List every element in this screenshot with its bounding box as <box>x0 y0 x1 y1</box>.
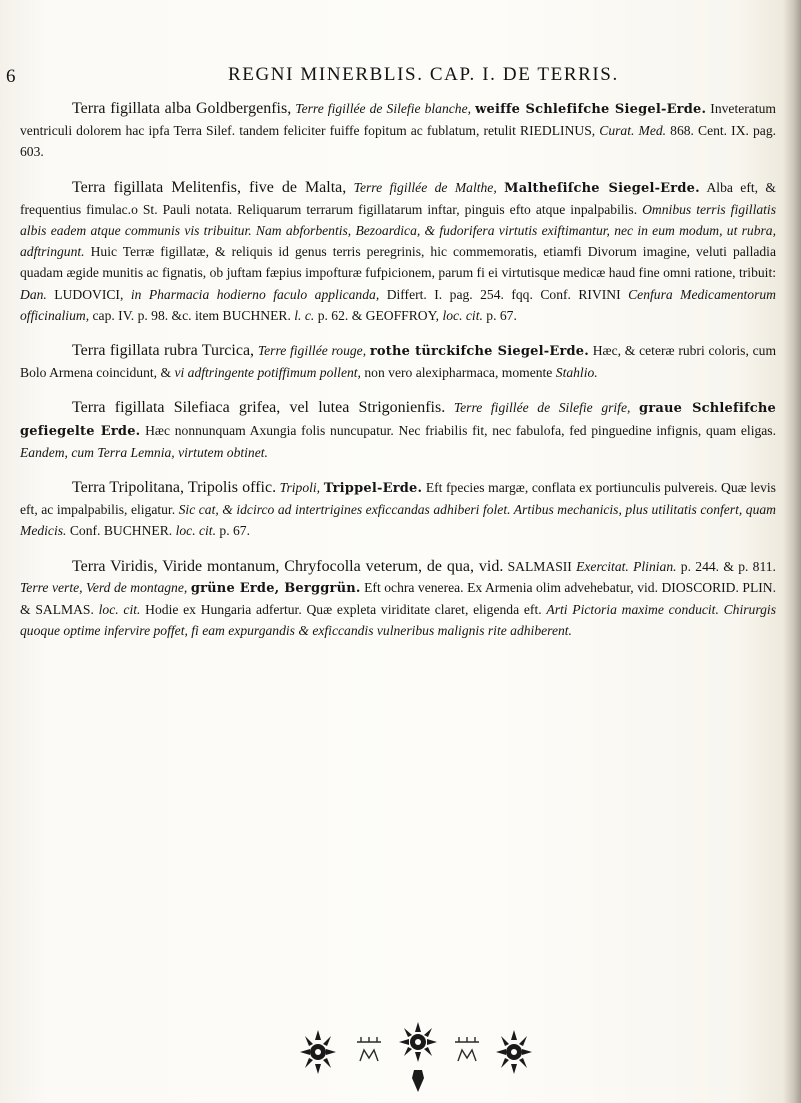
entry-lemma: Terra Viridis, Viride montanum, Chryfocolla veterum, de qua, vid. <box>72 557 504 575</box>
entry-italic-text: Sic cat, & idcirco ad intertrigines exficcandas adhiberi folet. Artibus mechanicis, plus utilitatis confert, quam Medicis. <box>20 502 776 539</box>
entry-italic-text: Dan. <box>20 286 47 302</box>
entry-italic-text: in Pharmacia hodierno faculo applicanda, <box>130 286 380 302</box>
entry-text: Hæc, & ceteræ rubri coloris, cum Bolo Armena coincidunt, & <box>20 343 777 381</box>
entry-text: Alba eft, & frequentius fimulac.o St. Pauli notata. Reliquarum terrarum figillatarum inftar, pinguis efto atque inpalpabilis. <box>20 179 776 217</box>
entry-italic-text: loc. cit. <box>98 602 141 618</box>
entry-italic-text: Terre figillée de Silefie blanche, <box>295 101 472 116</box>
entry-text: non vero alexipharmaca, momente <box>364 365 553 381</box>
entry-italic-text: Terre figillée de Malthe, <box>353 179 497 195</box>
entry-text: Eft ochra venerea. Ex Armenia olim advehebatur, vid. DIOSCORID. PLIN. & SALMAS. <box>20 579 777 618</box>
ornament-left-flower-icon <box>296 1026 340 1082</box>
entry-paragraph <box>20 340 776 383</box>
entry-paragraph <box>20 98 776 163</box>
entry-german-name: Trippel-Erde. <box>323 481 423 497</box>
entry-paragraph <box>20 177 776 326</box>
entry-paragraph <box>20 556 776 642</box>
running-head: REGNI MINERBLIS. CAP. I. DE TERRIS. <box>228 64 619 85</box>
entry-italic-text: Curat. Med. <box>599 123 667 139</box>
entry-italic-text: loc. cit. <box>175 523 216 539</box>
entry-italic-text: Eandem, cum Terra Lemnia, virtutem obtinet. <box>20 444 268 460</box>
page-header <box>6 64 726 90</box>
entry-text: Hæc nonnunquam Axungia folis nuncupatur. Nec friabilis fit, nec fabulofa, fed pinguedine infignis, quam eligas. <box>145 422 776 438</box>
entry-paragraph <box>20 477 776 542</box>
entry-italic-text: Terre figillée rouge, <box>257 343 367 359</box>
entry-paragraph <box>20 397 776 463</box>
entry-german-name: Maltheſiſche Siegel-Erde. <box>504 180 700 196</box>
entry-lemma: Terra figillata rubra Turcica, <box>72 342 255 360</box>
page-number: 6 <box>6 66 16 87</box>
ornament-right-knot-icon <box>452 1034 482 1064</box>
entry-text: p. 62. & GEOFFROY, <box>317 307 440 323</box>
entries-list <box>20 98 776 641</box>
entry-text: Differt. I. pag. 254. fqq. Conf. RIVINI <box>386 286 621 302</box>
entry-text: Conf. BUCHNER. <box>69 523 173 539</box>
entry-german-name: rothe türckifche Siegel-Erde. <box>369 344 589 360</box>
entry-text: 868. Cent. IX. pag. 603. <box>20 123 777 160</box>
entry-german-name: graue Schlefifche gefiegelte Erde. <box>20 401 776 439</box>
tailpiece-ornaments <box>296 1020 536 1094</box>
entry-german-name: grüne Erde, Berggrün. <box>190 580 361 596</box>
entry-italic-text: Arti Pictoria maxime conducit. Chirurgis quoque optime infervire poffet, fi eam expurgandis & exficcandis vulneribus malignis rite adhiberent. <box>20 602 776 639</box>
entry-text: Huic Terræ figillatæ, & reliquis id genus terris peregrinis, hic commemoratis, etiamfi Divorum imagine, veluti palladia quadam ægide munitis ac fignatis, ob juftam fæpius impofturæ fufpicionem, parum fi ei virtutisque medicæ haud fine omni ratione, tribuit: <box>20 244 776 281</box>
entry-italic-text: l. c. <box>294 307 315 323</box>
page-edge-shadow <box>783 0 801 1103</box>
entry-text: Inveteratum ventriculi dolorem hac ipfa Terra Silef. tandem feliciter fuiffe fopitum ac fublatum, retulit RIEDLINUS, <box>20 101 776 139</box>
entry-italic-text: Terre figillée de Silefie grife, <box>453 400 631 416</box>
entry-text: p. 67. <box>219 523 250 539</box>
entry-text: Hodie ex Hungaria adfertur. Quæ expleta viriditate claret, eligenda eft. <box>145 602 542 618</box>
entry-lemma: Terra Tripolitana, Tripolis offic. <box>72 479 277 497</box>
entry-italic-text: Exercitat. Plinian. <box>576 558 677 574</box>
entry-text: p. 67. <box>486 307 517 323</box>
entry-lemma: Terra figillata Silefiaca grifea, vel lutea Strigonienfis. <box>72 399 446 417</box>
entry-italic-text: Terre verte, Verd de montagne, <box>20 579 188 595</box>
entry-text: SALMASII <box>507 558 572 574</box>
entry-lemma: Terra figillata Melitenfis, five de Malta, <box>72 178 347 196</box>
entry-italic-text: Stahlio. <box>555 365 598 381</box>
ornament-center-flower-icon <box>396 1020 440 1094</box>
entry-italic-text: Omnibus terris figillatis albis eadem atque communis vis tribuitur. Nam abforbentis, Bezoardica, & fudorifera virtutis exiftimantur, nec in eum modum, ut rubra, adftringunt. <box>20 201 776 260</box>
entry-text: LUDOVICI, <box>54 286 124 302</box>
entry-italic-text: vi adftringente potiffimum pollent, <box>174 365 361 381</box>
ornament-left-knot-icon <box>354 1034 384 1064</box>
entry-text: p. 244. & p. 811. <box>680 558 776 574</box>
entry-italic-text: loc. cit. <box>442 307 483 323</box>
entry-text: Eft fpecies margæ, conflata ex portiunculis pulvereis. Quæ levis eft, ac impalpabilis, eligatur. <box>20 480 776 518</box>
entry-text: cap. IV. p. 98. &c. item BUCHNER. <box>92 307 291 323</box>
entry-german-name: weiffe Schlefifche Siegel-Erde. <box>475 102 707 117</box>
ornament-right-flower-icon <box>492 1026 536 1082</box>
entry-italic-text: Tripoli, <box>279 480 321 496</box>
entry-lemma: Terra figillata alba Goldbergenfis, <box>72 100 292 117</box>
entry-italic-text: Cenfura Medicamentorum officinalium, <box>20 286 777 323</box>
